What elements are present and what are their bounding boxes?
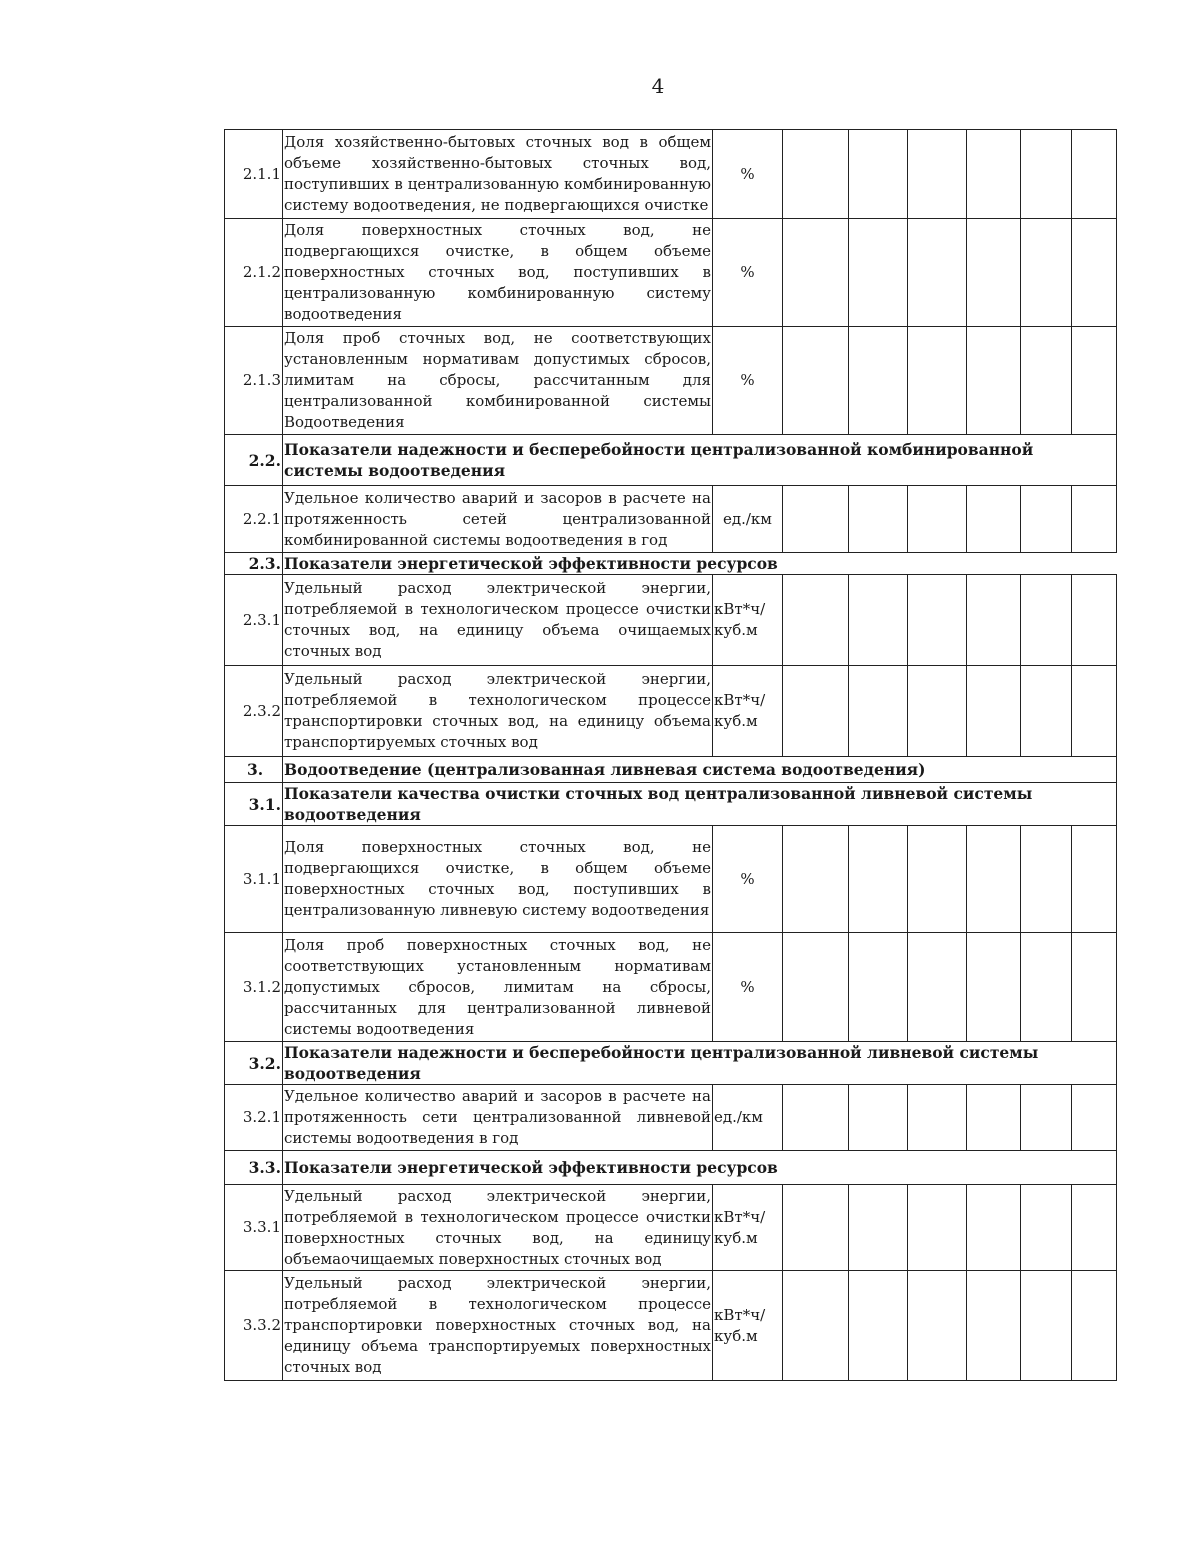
- row-number: 2.1.2: [225, 219, 283, 327]
- value-cell: [1021, 575, 1072, 666]
- value-cell: [1021, 1185, 1072, 1271]
- value-cell: [967, 219, 1021, 327]
- value-cell: [1072, 327, 1117, 435]
- value-cell: [849, 1271, 908, 1381]
- value-cell: [849, 130, 908, 219]
- row-number: 3.1.1: [225, 826, 283, 933]
- row-number: 2.1.3: [225, 327, 283, 435]
- value-cell: [849, 1085, 908, 1151]
- value-cell: [908, 1085, 967, 1151]
- value-cell: [967, 826, 1021, 933]
- value-cell: [1021, 219, 1072, 327]
- row-unit: ед./км: [713, 1085, 783, 1151]
- row-unit: %: [713, 130, 783, 219]
- row-description: Удельный расход электрической энергии, потребляемой в технологическом процессе транспортировки поверхностных сточных вод, на единицу объема транспортируемых поверхностных сточных вод: [283, 1271, 713, 1381]
- value-cell: [783, 826, 849, 933]
- value-cell: [1072, 1085, 1117, 1151]
- value-cell: [908, 1185, 967, 1271]
- table-row: [225, 826, 1117, 933]
- value-cell: [908, 826, 967, 933]
- value-cell: [967, 327, 1021, 435]
- section-title: Показатели надежности и бесперебойности централизованной ливневой системы водоотведения: [283, 1042, 1117, 1085]
- value-cell: [967, 130, 1021, 219]
- value-cell: [967, 1185, 1021, 1271]
- value-cell: [849, 933, 908, 1042]
- row-number: 3.1.2: [225, 933, 283, 1042]
- page-number: 4: [651, 74, 665, 98]
- value-cell: [1072, 575, 1117, 666]
- value-cell: [1021, 1085, 1072, 1151]
- value-cell: [783, 130, 849, 219]
- section-number: 2.3.: [225, 553, 283, 575]
- row-description: Удельный расход электрической энергии, потребляемой в технологическом процессе очистки поверхностных сточных вод, на единицу объемаочищаемых поверхностных сточных вод: [283, 1185, 713, 1271]
- value-cell: [783, 1185, 849, 1271]
- value-cell: [908, 666, 967, 757]
- table-row: [225, 1085, 1117, 1151]
- value-cell: [1021, 486, 1072, 553]
- section-number: 3.2.: [225, 1042, 283, 1085]
- row-number: 2.1.1: [225, 130, 283, 219]
- row-description: Доля проб сточных вод, не соответствующих установленным нормативам допустимых сбросов, лимитам на сбросы, рассчитанным для централизованной комбинированной системы Водоотведения: [283, 327, 713, 435]
- row-number: 3.3.1: [225, 1185, 283, 1271]
- value-cell: [967, 1085, 1021, 1151]
- value-cell: [783, 1271, 849, 1381]
- section-title: Показатели качества очистки сточных вод централизованной ливневой системы водоотведения: [283, 783, 1117, 826]
- table-row: [225, 933, 1117, 1042]
- value-cell: [1072, 1185, 1117, 1271]
- row-description: Удельное количество аварий и засоров в расчете на протяженность сети централизованной ливневой системы водоотведения в год: [283, 1085, 713, 1151]
- value-cell: [1072, 1271, 1117, 1381]
- value-cell: [967, 666, 1021, 757]
- value-cell: [849, 219, 908, 327]
- value-cell: [967, 486, 1021, 553]
- row-number: 3.3.2: [225, 1271, 283, 1381]
- row-number: 3.2.1: [225, 1085, 283, 1151]
- value-cell: [1021, 826, 1072, 933]
- row-description: Доля поверхностных сточных вод, не подвергающихся очистке, в общем объеме поверхностных сточных вод, поступивших в централизованную комбинированную систему водоотведения: [283, 219, 713, 327]
- value-cell: [908, 575, 967, 666]
- row-unit: %: [713, 327, 783, 435]
- row-unit: кВт*ч/ куб.м: [713, 575, 783, 666]
- row-unit: кВт*ч/ куб.м: [713, 666, 783, 757]
- row-number: 2.3.2: [225, 666, 283, 757]
- value-cell: [908, 327, 967, 435]
- row-unit: ед./км: [713, 486, 783, 553]
- row-description: Удельное количество аварий и засоров в расчете на протяженность сетей централизованной комбинированной системы водоотведения в год: [283, 486, 713, 553]
- row-number: 2.2.1: [225, 486, 283, 553]
- table-row: [225, 575, 1117, 666]
- table-row: [225, 1271, 1117, 1381]
- value-cell: [1072, 130, 1117, 219]
- value-cell: [908, 219, 967, 327]
- value-cell: [908, 130, 967, 219]
- chapter-row: [225, 757, 1117, 783]
- value-cell: [967, 933, 1021, 1042]
- section-title: Показатели энергетической эффективности ресурсов: [283, 553, 1117, 575]
- row-description: Удельный расход электрической энергии, потребляемой в технологическом процессе транспортировки сточных вод, на единицу объема транспортируемых сточных вод: [283, 666, 713, 757]
- value-cell: [908, 933, 967, 1042]
- value-cell: [1021, 666, 1072, 757]
- value-cell: [908, 1271, 967, 1381]
- chapter-title: Водоотведение (централизованная ливневая система водоотведения): [283, 757, 1117, 783]
- section-number: 2.2.: [225, 435, 283, 486]
- value-cell: [849, 575, 908, 666]
- row-description: Удельный расход электрической энергии, потребляемой в технологическом процессе очистки сточных вод, на единицу объема очищаемых сточных вод: [283, 575, 713, 666]
- value-cell: [849, 666, 908, 757]
- section-title: Показатели энергетической эффективности ресурсов: [283, 1151, 1117, 1185]
- row-unit: кВт*ч/ куб.м: [713, 1271, 783, 1381]
- row-unit: %: [713, 826, 783, 933]
- table-row: [225, 666, 1117, 757]
- chapter-number: 3.: [225, 757, 283, 783]
- table-row: [225, 130, 1117, 219]
- value-cell: [849, 486, 908, 553]
- value-cell: [1072, 933, 1117, 1042]
- row-number: 2.3.1: [225, 575, 283, 666]
- value-cell: [967, 1271, 1021, 1381]
- value-cell: [849, 1185, 908, 1271]
- value-cell: [849, 327, 908, 435]
- row-unit: %: [713, 219, 783, 327]
- indicators-table: [224, 129, 1117, 1381]
- value-cell: [1021, 1271, 1072, 1381]
- section-number: 3.3.: [225, 1151, 283, 1185]
- table-row: [225, 486, 1117, 553]
- value-cell: [908, 486, 967, 553]
- row-unit: %: [713, 933, 783, 1042]
- section-row: [225, 783, 1117, 826]
- value-cell: [1021, 327, 1072, 435]
- section-title: Показатели надежности и бесперебойности централизованной комбинированной системы водоотведения: [283, 435, 1117, 486]
- section-number: 3.1.: [225, 783, 283, 826]
- value-cell: [783, 575, 849, 666]
- value-cell: [783, 486, 849, 553]
- row-description: Доля проб поверхностных сточных вод, не соответствующих установленным нормативам допустимых сбросов, лимитам на сбросы, рассчитанных для централизованной ливневой системы водоотведения: [283, 933, 713, 1042]
- section-row: [225, 1042, 1117, 1085]
- value-cell: [1072, 486, 1117, 553]
- table-row: [225, 327, 1117, 435]
- table-row: [225, 1185, 1117, 1271]
- value-cell: [967, 575, 1021, 666]
- value-cell: [783, 666, 849, 757]
- row-description: Доля поверхностных сточных вод, не подвергающихся очистке, в общем объеме поверхностных сточных вод, поступивших в централизованную ливневую систему водоотведения: [283, 826, 713, 933]
- value-cell: [783, 219, 849, 327]
- section-row: [225, 553, 1117, 575]
- value-cell: [1072, 219, 1117, 327]
- row-description: Доля хозяйственно-бытовых сточных вод в общем объеме хозяйственно-бытовых сточных вод, поступивших в централизованную комбинированную систему водоотведения, не подвергающихся очистке: [283, 130, 713, 219]
- value-cell: [1072, 666, 1117, 757]
- row-unit: кВт*ч/ куб.м: [713, 1185, 783, 1271]
- value-cell: [1072, 826, 1117, 933]
- value-cell: [783, 327, 849, 435]
- section-row: [225, 435, 1117, 486]
- value-cell: [849, 826, 908, 933]
- value-cell: [783, 933, 849, 1042]
- value-cell: [1021, 933, 1072, 1042]
- value-cell: [783, 1085, 849, 1151]
- section-row: [225, 1151, 1117, 1185]
- table-row: [225, 219, 1117, 327]
- value-cell: [1021, 130, 1072, 219]
